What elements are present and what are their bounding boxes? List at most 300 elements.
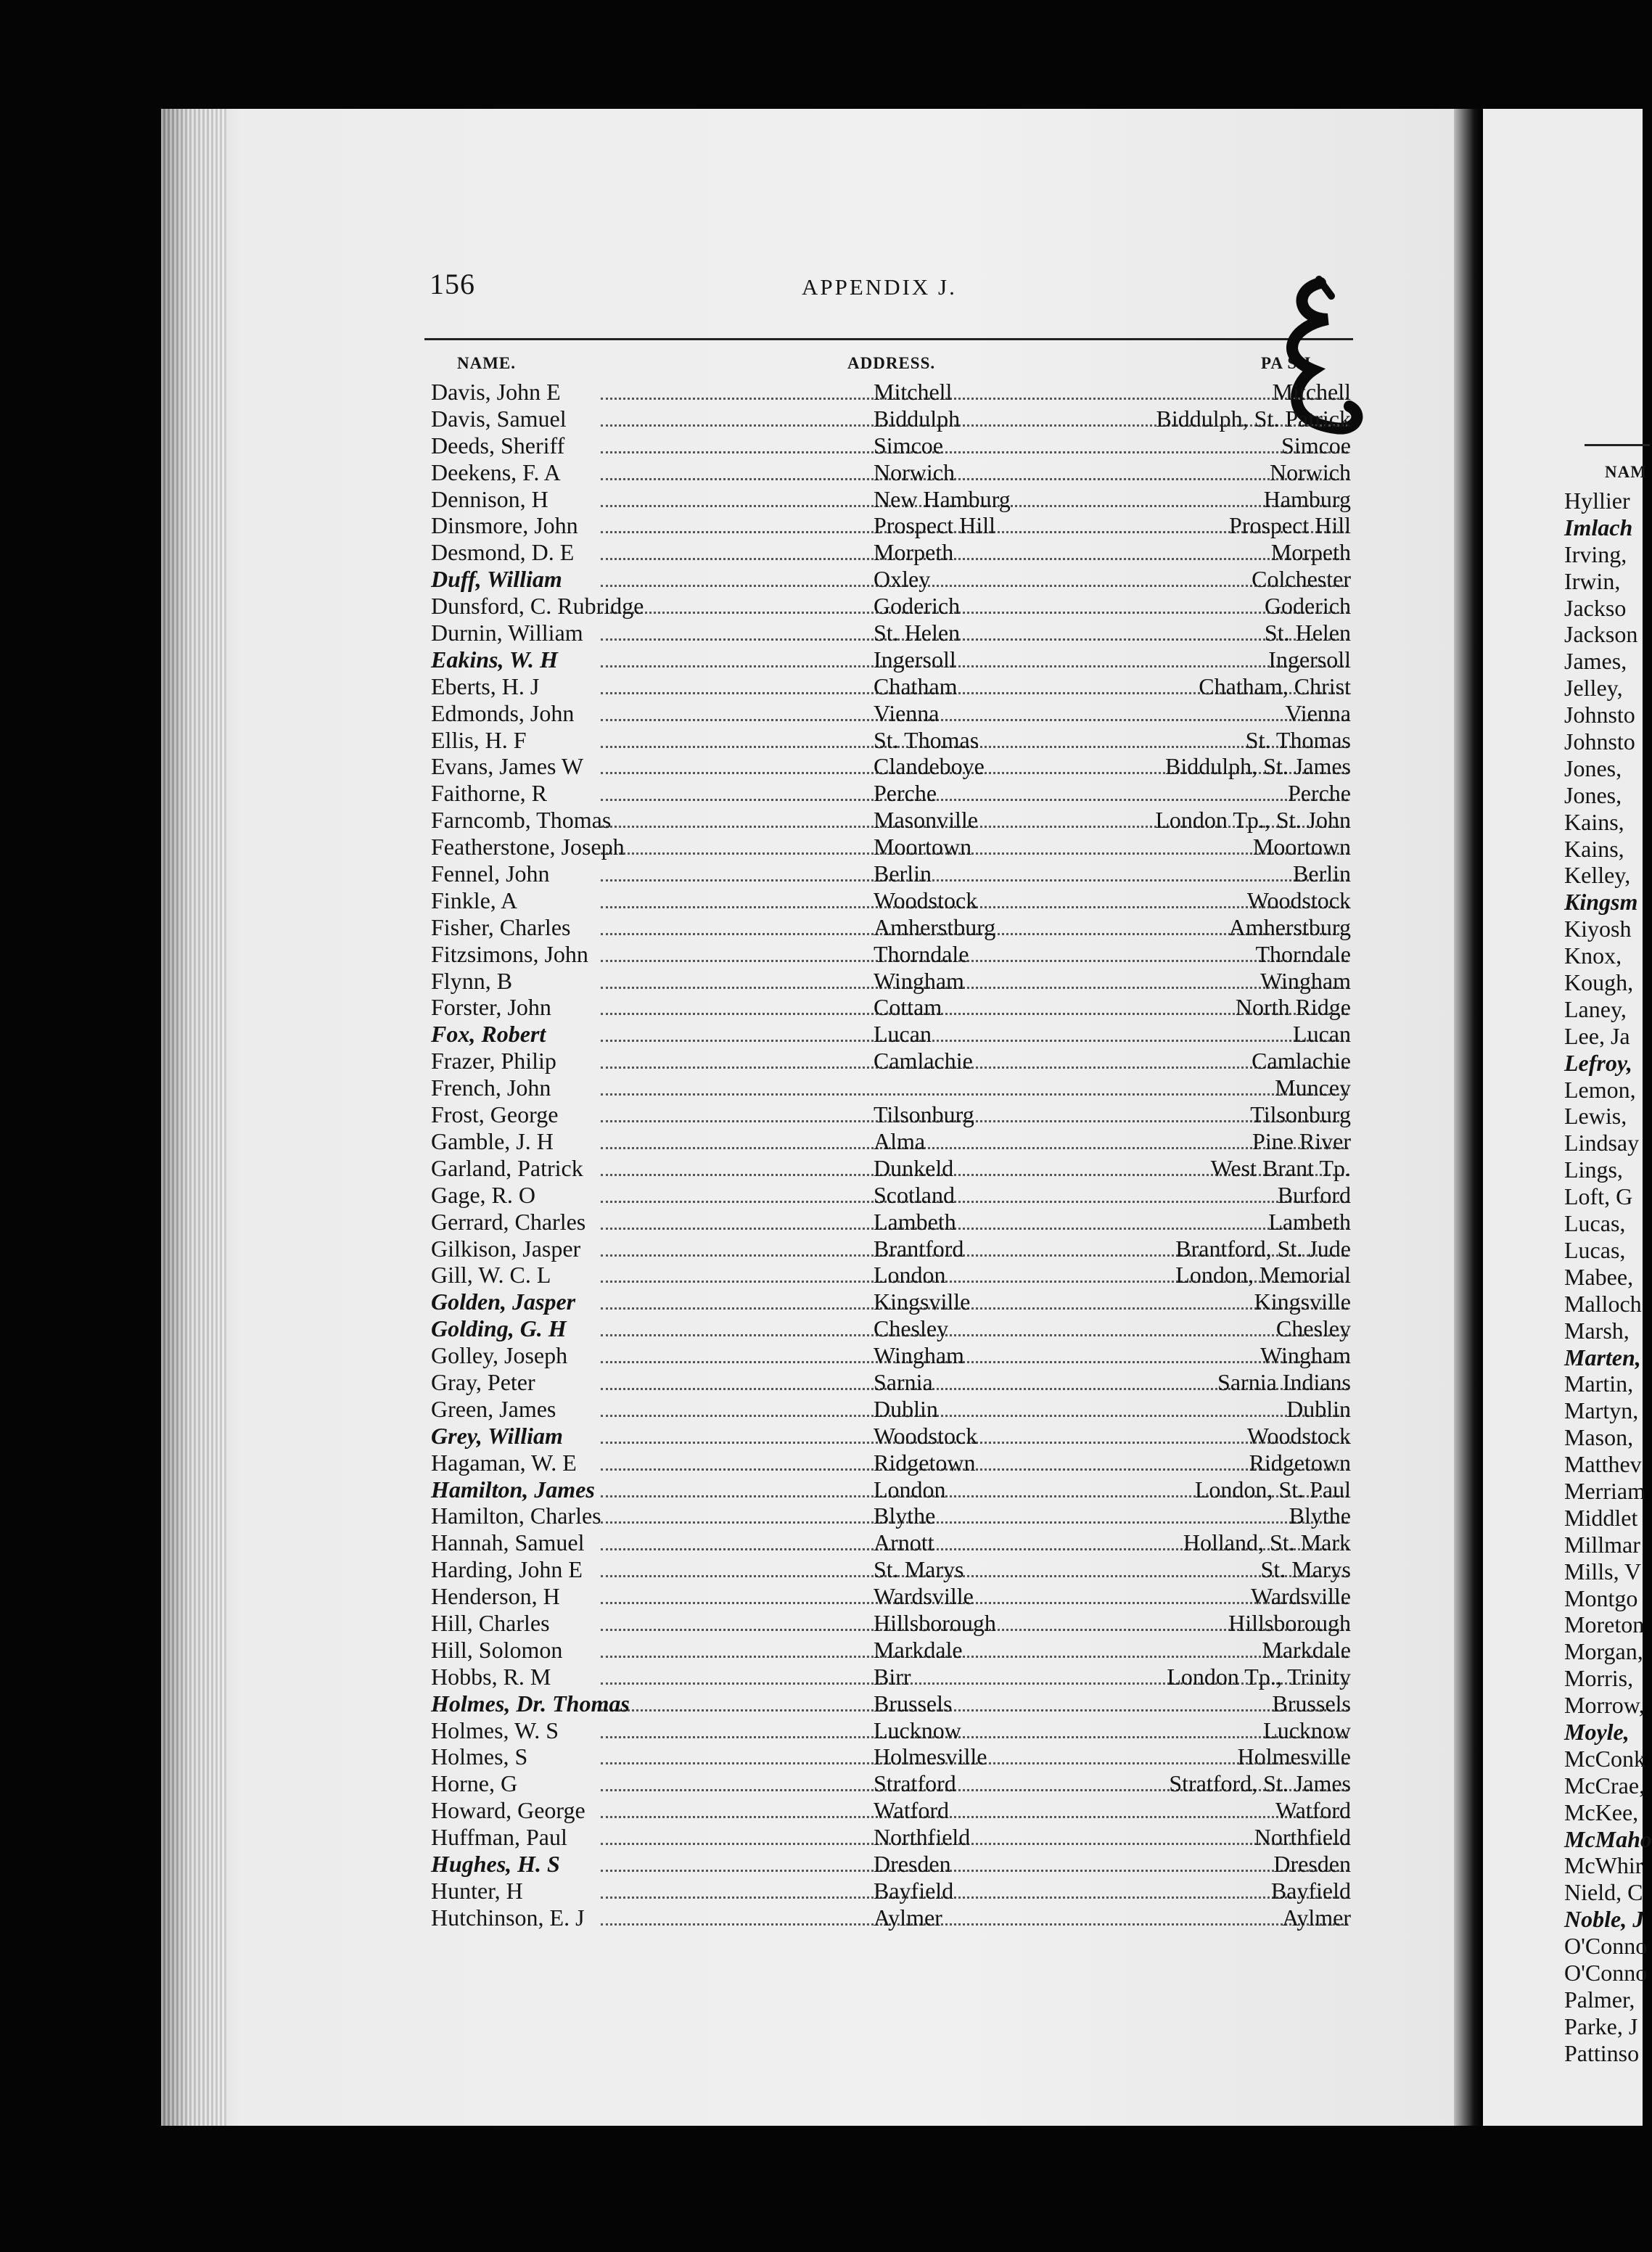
leader-dots bbox=[601, 1182, 1348, 1203]
book-gutter bbox=[1454, 109, 1483, 2126]
entry-name: Dunsford, C. Rubridge bbox=[431, 593, 644, 620]
entry-name: Horne, G bbox=[431, 1770, 518, 1797]
entry-row bbox=[419, 860, 1355, 887]
leader-dots bbox=[601, 1797, 1348, 1818]
right-page-name: Imlach bbox=[1564, 514, 1633, 541]
entry-row bbox=[419, 834, 1355, 860]
entry-row bbox=[419, 753, 1355, 780]
entry-address: Clandeboye bbox=[874, 753, 985, 780]
entry-address: Lambeth bbox=[874, 1208, 956, 1235]
entry-list bbox=[419, 379, 1355, 1931]
right-page-name: Jackso bbox=[1564, 594, 1627, 621]
leader-dots bbox=[601, 646, 1348, 667]
right-page-rule bbox=[1585, 444, 1650, 446]
right-page-name: Moreton bbox=[1564, 1611, 1645, 1638]
entry-name: Holmes, S bbox=[431, 1743, 528, 1770]
entry-address: Woodstock bbox=[874, 887, 978, 913]
right-page-name: Merriam bbox=[1564, 1477, 1645, 1504]
leader-dots bbox=[601, 1021, 1348, 1042]
right-page-name: Mills, V bbox=[1564, 1558, 1642, 1585]
entry-name: Hunter, H bbox=[431, 1877, 523, 1904]
entry-name: Flynn, B bbox=[431, 967, 513, 994]
entry-parish: Prospect Hill bbox=[1229, 512, 1351, 539]
entry-row bbox=[419, 1209, 1355, 1236]
entry-address: Chesley bbox=[874, 1315, 949, 1342]
right-page-name: McConk bbox=[1564, 1745, 1645, 1772]
entry-parish: Biddulph, St. James bbox=[1164, 753, 1351, 780]
entry-parish: London, St. Paul bbox=[1194, 1476, 1351, 1503]
column-head-parish: PA SH. bbox=[1261, 354, 1316, 372]
entry-parish: Lucknow bbox=[1263, 1717, 1351, 1743]
entry-name: Deeds, Sheriff bbox=[431, 432, 565, 459]
entry-name: Hagaman, W. E bbox=[431, 1449, 577, 1476]
entry-name: Eberts, H. J bbox=[431, 673, 540, 699]
leader-dots bbox=[601, 1556, 1348, 1577]
entry-name: Hill, Solomon bbox=[431, 1636, 563, 1663]
entry-row bbox=[419, 1289, 1355, 1315]
right-page-name: Marten, bbox=[1564, 1344, 1641, 1370]
entry-name: Faithorne, R bbox=[431, 780, 547, 807]
entry-address: Goderich bbox=[874, 593, 961, 620]
leader-dots bbox=[601, 1209, 1348, 1230]
leader-dots bbox=[601, 620, 1348, 641]
right-page-name: Matthev bbox=[1564, 1451, 1642, 1478]
leader-dots bbox=[601, 459, 1348, 480]
entry-name: Dennison, H bbox=[431, 485, 548, 512]
entry-parish: Woodstock bbox=[1246, 1422, 1351, 1449]
right-page-name: James, bbox=[1564, 648, 1627, 675]
column-head-address: ADDRESS. bbox=[847, 354, 936, 372]
entry-address: New Hamburg bbox=[874, 485, 1011, 512]
entry-address: Markdale bbox=[874, 1636, 963, 1663]
entry-parish: Lucan bbox=[1293, 1021, 1351, 1048]
entry-row bbox=[419, 1637, 1355, 1664]
entry-row bbox=[419, 1182, 1355, 1209]
entry-parish: St. Helen bbox=[1264, 620, 1351, 646]
right-page-fragment bbox=[1483, 109, 1652, 2126]
right-page-name: McMaho bbox=[1564, 1825, 1652, 1852]
entry-address: Simcoe bbox=[874, 432, 943, 459]
right-page-name: O'Conno bbox=[1564, 1959, 1648, 1986]
right-page-name: Loft, G bbox=[1564, 1183, 1633, 1210]
entry-name: Gray, Peter bbox=[431, 1368, 535, 1395]
right-page-name: Knox, bbox=[1564, 942, 1622, 969]
entry-name: Hill, Charles bbox=[431, 1609, 550, 1636]
entry-name: Howard, George bbox=[431, 1797, 585, 1824]
entry-address: Arnott bbox=[874, 1529, 934, 1556]
entry-name: Garland, Patrick bbox=[431, 1154, 583, 1181]
entry-row bbox=[419, 1048, 1355, 1074]
entry-address: Hillsborough bbox=[874, 1609, 996, 1636]
entry-address: Holmesville bbox=[874, 1743, 987, 1770]
entry-address: Dresden bbox=[874, 1850, 951, 1877]
entry-address: Camlachie bbox=[874, 1048, 973, 1074]
entry-row bbox=[419, 1236, 1355, 1262]
entry-name: Gill, W. C. L bbox=[431, 1262, 551, 1289]
entry-name: Golding, G. H bbox=[431, 1315, 567, 1342]
entry-parish: Berlin bbox=[1293, 860, 1351, 887]
running-head: APPENDIX J. bbox=[802, 274, 957, 300]
entry-address: Sarnia bbox=[874, 1368, 933, 1395]
entry-parish: Wingham bbox=[1260, 1342, 1351, 1369]
entry-name: Hamilton, James bbox=[431, 1476, 595, 1503]
entry-parish: Sarnia Indians bbox=[1217, 1368, 1351, 1395]
entry-parish: Dresden bbox=[1273, 1850, 1351, 1877]
entry-name: Gilkison, Jasper bbox=[431, 1235, 581, 1262]
entry-name: Eakins, W. H bbox=[431, 646, 558, 673]
entry-row bbox=[419, 1690, 1355, 1717]
entry-address: Chatham bbox=[874, 673, 958, 699]
entry-parish: Hillsborough bbox=[1228, 1609, 1351, 1636]
right-page-name-list bbox=[1564, 488, 1652, 2067]
entry-name: Huffman, Paul bbox=[431, 1824, 567, 1851]
entry-name: Finkle, A bbox=[431, 887, 518, 913]
entry-parish: St. Marys bbox=[1260, 1556, 1351, 1583]
right-page-name: Johnsto bbox=[1564, 728, 1635, 755]
entry-name: Evans, James W bbox=[431, 753, 584, 780]
right-page-name: Lee, Ja bbox=[1564, 1022, 1630, 1049]
entry-parish: Blythe bbox=[1289, 1503, 1351, 1529]
right-page-name: Mason, bbox=[1564, 1424, 1634, 1451]
entry-parish: Mitchell bbox=[1272, 379, 1351, 405]
entry-address: Wingham bbox=[874, 967, 964, 994]
entry-address: Oxley bbox=[874, 566, 931, 593]
entry-parish: Morpeth bbox=[1270, 539, 1351, 566]
leader-dots bbox=[601, 1878, 1348, 1899]
right-page-name: Laney, bbox=[1564, 995, 1627, 1022]
page-edge-shading bbox=[161, 109, 226, 2126]
entry-name: Dinsmore, John bbox=[431, 512, 578, 539]
entry-address: Bayfield bbox=[874, 1877, 954, 1904]
leader-dots bbox=[601, 1342, 1348, 1363]
entry-row bbox=[419, 406, 1355, 432]
right-page-name: Kains, bbox=[1564, 835, 1624, 862]
entry-name: Holmes, W. S bbox=[431, 1717, 559, 1743]
entry-row bbox=[419, 1503, 1355, 1529]
entry-parish: Burford bbox=[1277, 1181, 1351, 1208]
entry-row bbox=[419, 1342, 1355, 1369]
entry-address: Berlin bbox=[874, 860, 932, 887]
right-page-name: McKee, bbox=[1564, 1799, 1639, 1825]
right-page-name: Martin, bbox=[1564, 1370, 1634, 1397]
entry-name: Desmond, D. E bbox=[431, 539, 575, 566]
entry-name: Golley, Joseph bbox=[431, 1342, 568, 1369]
leader-dots bbox=[601, 780, 1348, 801]
right-page-name: Morgan, bbox=[1564, 1638, 1643, 1665]
entry-parish: St. Thomas bbox=[1245, 726, 1351, 753]
entry-name: Durnin, William bbox=[431, 620, 583, 646]
entry-name: Farncomb, Thomas bbox=[431, 807, 612, 834]
entry-parish: London Tp., St. John bbox=[1155, 807, 1351, 834]
entry-row bbox=[419, 994, 1355, 1021]
entry-row bbox=[419, 1476, 1355, 1503]
right-page-name: Pattinso bbox=[1564, 2039, 1640, 2066]
entry-parish: Stratford, St. James bbox=[1169, 1770, 1351, 1797]
entry-parish: Tilsonburg bbox=[1250, 1101, 1351, 1128]
entry-name: Harding, John E bbox=[431, 1556, 583, 1583]
entry-parish: Woodstock bbox=[1246, 887, 1351, 913]
entry-row bbox=[419, 1529, 1355, 1556]
entry-parish: Holmesville bbox=[1237, 1743, 1351, 1770]
entry-row bbox=[419, 887, 1355, 914]
entry-name: Green, James bbox=[431, 1395, 556, 1422]
right-page-name: Palmer, bbox=[1564, 1986, 1635, 2013]
right-page-name: Irwin, bbox=[1564, 567, 1621, 594]
entry-parish: Thorndale bbox=[1255, 940, 1351, 967]
entry-address: Biddulph bbox=[874, 405, 961, 432]
entry-row bbox=[419, 1743, 1355, 1770]
entry-parish: Pine River bbox=[1252, 1127, 1351, 1154]
entry-row bbox=[419, 620, 1355, 646]
entry-address: Woodstock bbox=[874, 1422, 978, 1449]
entry-address: Wingham bbox=[874, 1342, 964, 1369]
right-page-name: Malloch bbox=[1564, 1290, 1642, 1317]
right-page-name: Morris, bbox=[1564, 1665, 1634, 1692]
entry-row bbox=[419, 1904, 1355, 1931]
entry-address: Amherstburg bbox=[874, 913, 996, 940]
entry-name: Gamble, J. H bbox=[431, 1127, 554, 1154]
entry-parish: Perche bbox=[1287, 780, 1351, 807]
entry-row bbox=[419, 780, 1355, 807]
right-page-name: Jelley, bbox=[1564, 675, 1623, 702]
leader-dots bbox=[601, 941, 1348, 962]
right-page-name: Lindsay bbox=[1564, 1130, 1640, 1156]
entry-address: Masonville bbox=[874, 807, 978, 834]
entry-name: Hannah, Samuel bbox=[431, 1529, 585, 1556]
entry-address: St. Marys bbox=[874, 1556, 964, 1583]
right-page-name: O'Conno bbox=[1564, 1933, 1648, 1960]
leader-dots bbox=[601, 539, 1348, 560]
entry-name: Fennel, John bbox=[431, 860, 550, 887]
right-page-name: Kough, bbox=[1564, 969, 1634, 996]
entry-row bbox=[419, 1556, 1355, 1583]
entry-address: Ridgetown bbox=[874, 1449, 976, 1476]
leader-dots bbox=[601, 1690, 1348, 1711]
leader-dots bbox=[601, 1503, 1348, 1524]
entry-row bbox=[419, 512, 1355, 539]
entry-address: Norwich bbox=[874, 459, 955, 485]
entry-address: Blythe bbox=[874, 1503, 936, 1529]
entry-row bbox=[419, 1423, 1355, 1450]
entry-name: Fitzsimons, John bbox=[431, 940, 588, 967]
entry-row bbox=[419, 1101, 1355, 1128]
entry-name: Gage, R. O bbox=[431, 1181, 535, 1208]
entry-row bbox=[419, 968, 1355, 995]
entry-address: Brantford bbox=[874, 1235, 964, 1262]
entry-row bbox=[419, 1021, 1355, 1048]
entry-row bbox=[419, 1878, 1355, 1904]
entry-parish: Wingham bbox=[1260, 967, 1351, 994]
entry-parish: Moortown bbox=[1252, 834, 1351, 860]
entry-address: Scotland bbox=[874, 1181, 955, 1208]
right-page-name: Moyle, bbox=[1564, 1718, 1630, 1745]
entry-name: Frost, George bbox=[431, 1101, 559, 1128]
entry-row bbox=[419, 593, 1355, 620]
leader-dots bbox=[601, 1637, 1348, 1658]
entry-parish: Simcoe bbox=[1281, 432, 1351, 459]
right-page-name: Martyn, bbox=[1564, 1397, 1639, 1424]
entry-row bbox=[419, 459, 1355, 486]
entry-parish: Watford bbox=[1275, 1797, 1351, 1824]
entry-row bbox=[419, 727, 1355, 754]
entry-address: Aylmer bbox=[874, 1904, 942, 1931]
right-page-name: Lucas, bbox=[1564, 1210, 1626, 1237]
entry-address: Birr bbox=[874, 1663, 911, 1690]
entry-parish: Amherstburg bbox=[1228, 913, 1351, 940]
entry-parish: West Brant Tp. bbox=[1210, 1154, 1351, 1181]
right-page-name: Nield, C bbox=[1564, 1879, 1643, 1906]
entry-name: Forster, John bbox=[431, 994, 551, 1021]
entry-row bbox=[419, 1128, 1355, 1155]
entry-row bbox=[419, 941, 1355, 968]
right-page-name: Parke, J bbox=[1564, 2013, 1638, 2039]
entry-address: Ingersoll bbox=[874, 646, 956, 673]
leader-dots bbox=[601, 1315, 1348, 1336]
entry-row bbox=[419, 807, 1355, 834]
entry-row bbox=[419, 1074, 1355, 1101]
right-page-column-head: NAM bbox=[1605, 463, 1647, 481]
entry-name: Davis, Samuel bbox=[431, 405, 567, 432]
right-page-name: Middlet bbox=[1564, 1504, 1638, 1531]
entry-parish: Wardsville bbox=[1251, 1583, 1351, 1610]
entry-parish: London Tp., Trinity bbox=[1167, 1663, 1351, 1690]
entry-parish: Ingersoll bbox=[1268, 646, 1351, 673]
entry-parish: Kingsville bbox=[1254, 1289, 1351, 1315]
entry-address: Vienna bbox=[874, 699, 940, 726]
entry-row bbox=[419, 914, 1355, 941]
entry-address: Moortown bbox=[874, 834, 972, 860]
entry-name: Holmes, Dr. Thomas bbox=[431, 1690, 630, 1717]
entry-row bbox=[419, 1797, 1355, 1824]
entry-parish: Markdale bbox=[1262, 1636, 1351, 1663]
entry-parish: Dublin bbox=[1286, 1395, 1351, 1422]
entry-address: Wardsville bbox=[874, 1583, 974, 1610]
entry-name: Duff, William bbox=[431, 566, 562, 593]
right-page-name: Millmar bbox=[1564, 1531, 1640, 1558]
entry-parish: Aylmer bbox=[1282, 1904, 1351, 1931]
right-page-name: Kains, bbox=[1564, 808, 1624, 835]
entry-parish: Lambeth bbox=[1268, 1208, 1351, 1235]
entry-parish: Vienna bbox=[1285, 699, 1351, 726]
leader-dots bbox=[601, 1128, 1348, 1149]
entry-parish: Northfield bbox=[1254, 1824, 1351, 1851]
entry-row bbox=[419, 646, 1355, 673]
entry-row bbox=[419, 1770, 1355, 1797]
entry-parish: London, Memorial bbox=[1175, 1262, 1351, 1289]
entry-parish: Ridgetown bbox=[1249, 1449, 1351, 1476]
entry-parish: Brussels bbox=[1272, 1690, 1351, 1717]
entry-parish: Hamburg bbox=[1263, 485, 1351, 512]
entry-parish: Colchester bbox=[1252, 566, 1351, 593]
entry-parish: Muncey bbox=[1275, 1074, 1351, 1101]
entry-row bbox=[419, 1717, 1355, 1744]
right-page-name: Jones, bbox=[1564, 755, 1622, 781]
leader-dots bbox=[601, 593, 1348, 614]
entry-address: Morpeth bbox=[874, 539, 954, 566]
entry-name: Featherstone, Joseph bbox=[431, 834, 625, 860]
entry-name: Davis, John E bbox=[431, 379, 561, 405]
entry-row bbox=[419, 1396, 1355, 1423]
entry-parish: Holland, St. Mark bbox=[1183, 1529, 1351, 1556]
entry-address: Thorndale bbox=[874, 940, 969, 967]
entry-name: Fox, Robert bbox=[431, 1021, 546, 1048]
entry-row bbox=[419, 1583, 1355, 1610]
right-page-name: Jones, bbox=[1564, 781, 1622, 808]
leader-dots bbox=[601, 379, 1348, 400]
entry-address: Tilsonburg bbox=[874, 1101, 974, 1128]
leader-dots bbox=[601, 1717, 1348, 1738]
leader-dots bbox=[601, 1396, 1348, 1417]
entry-parish: North Ridge bbox=[1235, 994, 1351, 1021]
entry-parish: Brantford, St. Jude bbox=[1175, 1235, 1351, 1262]
right-page-name: Lefroy, bbox=[1564, 1049, 1632, 1076]
entry-name: Henderson, H bbox=[431, 1583, 560, 1610]
entry-parish: Chatham, Christ bbox=[1199, 673, 1351, 699]
entry-row bbox=[419, 673, 1355, 700]
entry-row bbox=[419, 1262, 1355, 1289]
column-head-name: NAME. bbox=[457, 354, 517, 372]
entry-address: Stratford bbox=[874, 1770, 956, 1797]
entry-row bbox=[419, 566, 1355, 593]
right-page-name: Lucas, bbox=[1564, 1236, 1626, 1263]
right-page-name: Lemon, bbox=[1564, 1076, 1636, 1103]
entry-address: Dublin bbox=[874, 1395, 938, 1422]
leader-dots bbox=[601, 1851, 1348, 1872]
entry-row bbox=[419, 1610, 1355, 1637]
entry-address: Dunkeld bbox=[874, 1154, 954, 1181]
entry-address: Kingsville bbox=[874, 1289, 971, 1315]
right-page-name: Mabee, bbox=[1564, 1263, 1634, 1290]
right-page-name: Lings, bbox=[1564, 1156, 1623, 1183]
entry-address: St. Thomas bbox=[874, 726, 979, 753]
entry-name: Fisher, Charles bbox=[431, 913, 571, 940]
right-page-name: Kiyosh bbox=[1564, 916, 1632, 942]
page-number: 156 bbox=[430, 268, 475, 300]
leader-dots bbox=[601, 1074, 1348, 1096]
header-rule bbox=[424, 338, 1353, 340]
leader-dots bbox=[601, 700, 1348, 721]
entry-parish: Biddulph, St. Patrick bbox=[1156, 405, 1351, 432]
entry-address: Mitchell bbox=[874, 379, 953, 405]
entry-row bbox=[419, 1315, 1355, 1342]
entry-address: Brussels bbox=[874, 1690, 953, 1717]
entry-parish: Camlachie bbox=[1252, 1048, 1351, 1074]
entry-name: Frazer, Philip bbox=[431, 1048, 556, 1074]
entry-name: Hutchinson, E. J bbox=[431, 1904, 585, 1931]
entry-name: Grey, William bbox=[431, 1422, 563, 1449]
entry-address: Northfield bbox=[874, 1824, 971, 1851]
leader-dots bbox=[601, 432, 1348, 453]
entry-row bbox=[419, 1450, 1355, 1476]
right-page-name: Kelley, bbox=[1564, 862, 1631, 889]
entry-parish: Norwich bbox=[1270, 459, 1351, 485]
entry-row bbox=[419, 1851, 1355, 1878]
entry-name: Deekens, F. A bbox=[431, 459, 561, 485]
entry-address: Watford bbox=[874, 1797, 950, 1824]
entry-row bbox=[419, 700, 1355, 727]
leader-dots bbox=[601, 968, 1348, 989]
entry-row bbox=[419, 486, 1355, 513]
entry-address: Perche bbox=[874, 780, 937, 807]
right-page-name: Jackson bbox=[1564, 621, 1638, 648]
entry-name: Golden, Jasper bbox=[431, 1289, 576, 1315]
right-page-name: McWhir bbox=[1564, 1852, 1643, 1879]
entry-row bbox=[419, 1664, 1355, 1690]
right-page-name: Morrow, bbox=[1564, 1692, 1645, 1719]
entry-parish: Bayfield bbox=[1270, 1877, 1351, 1904]
entry-parish: Chesley bbox=[1275, 1315, 1351, 1342]
leader-dots bbox=[601, 566, 1348, 587]
